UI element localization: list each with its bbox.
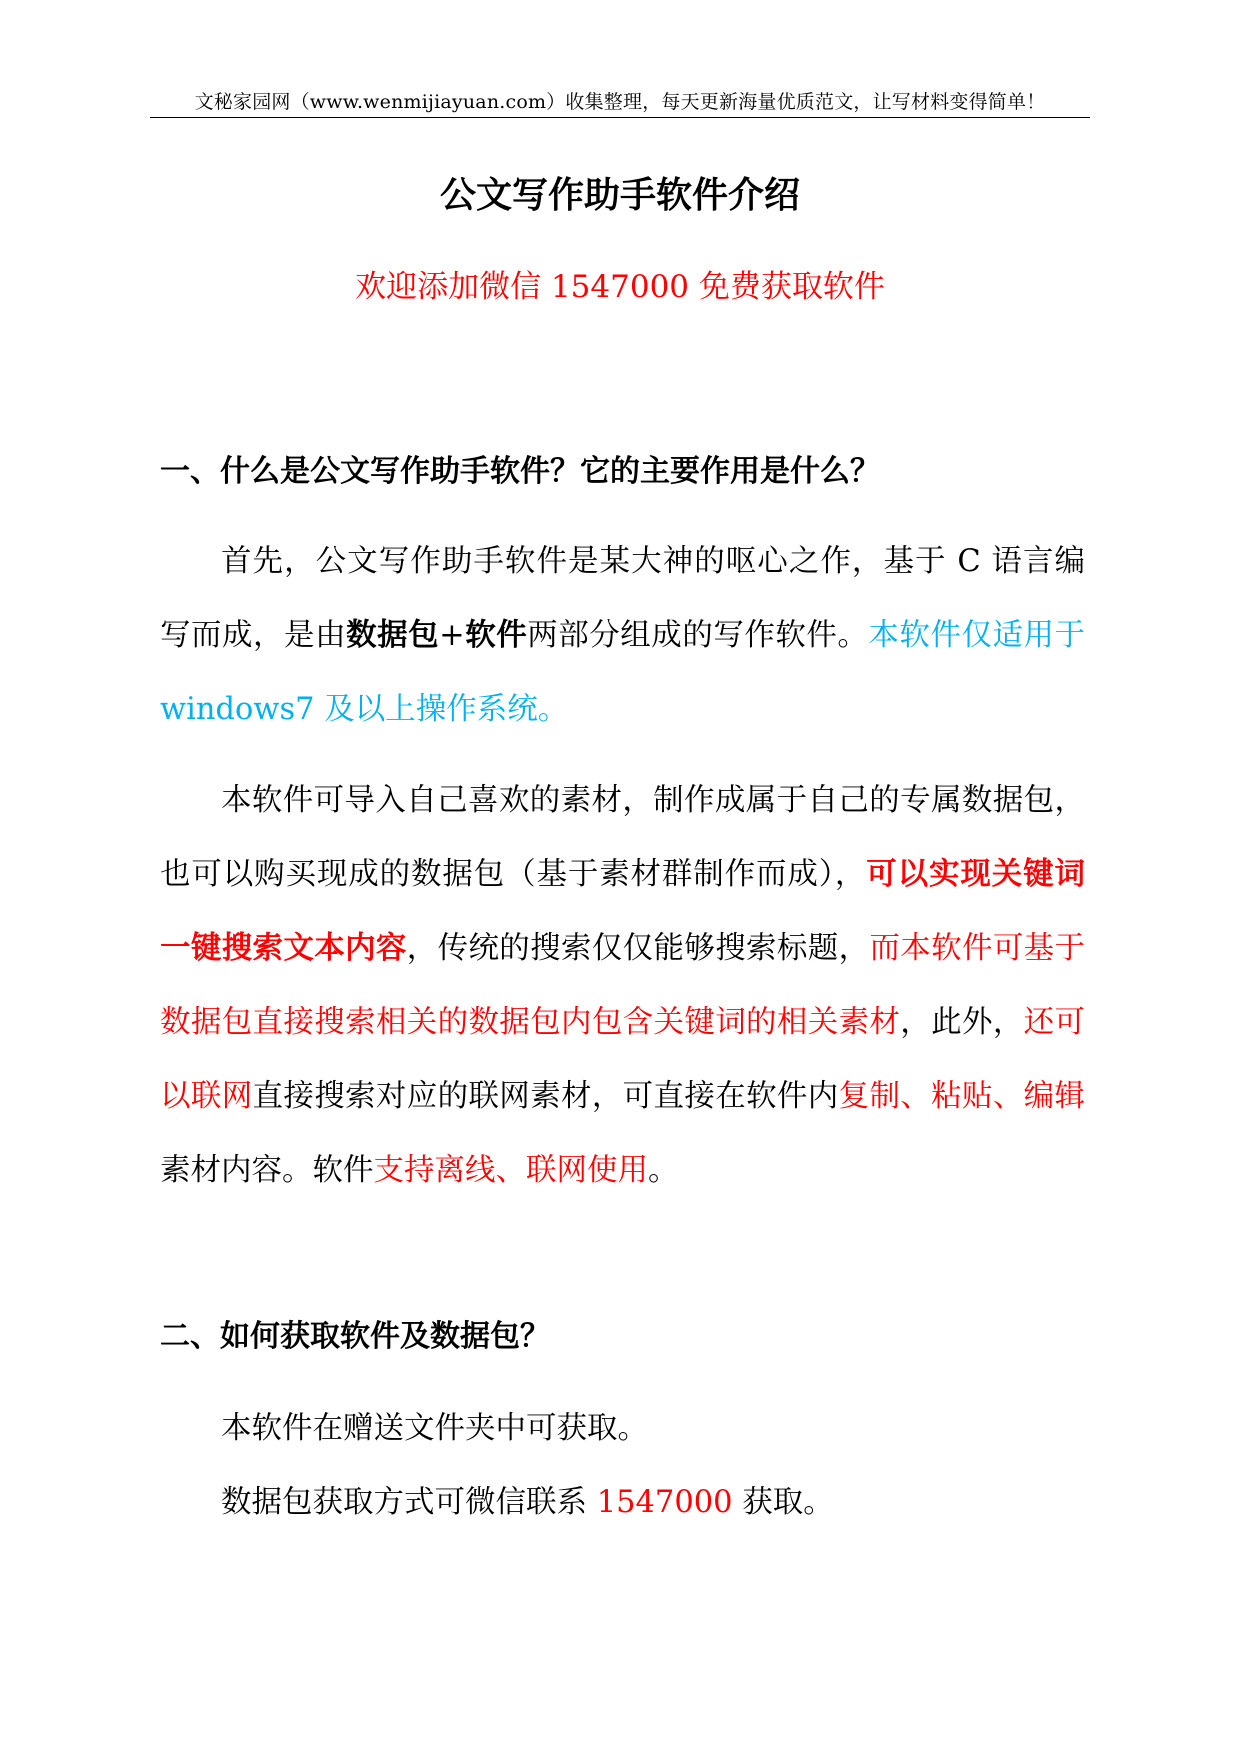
page-header: 文秘家园网（www.wenmijiayuan.com）收集整理，每天更新海量优质范文，让写材料变得简单！ xyxy=(194,91,1046,113)
section-1-heading: 一、什么是公文写作助手软件？它的主要作用是什么？ xyxy=(160,454,880,489)
bold-run: 软件 xyxy=(464,618,528,653)
text-run: 数据包获取方式可微信联系 xyxy=(221,1485,597,1520)
text-run: 本软件可导入自己喜欢的素材，制作成属于自己的专属数据包，也可以购买现成的数据包（基于素材群制作而成）， xyxy=(160,783,1085,892)
section-1-paragraph-1 xyxy=(160,525,1085,747)
text-run: ，传统的搜索仅仅能够搜索标题， xyxy=(406,931,870,966)
text-run: 两部分组成的写作软件。 xyxy=(527,618,869,653)
section-2-paragraph-1: 本软件在赠送文件夹中可获取。 xyxy=(221,1411,648,1446)
bold-run: 数据包 xyxy=(346,618,440,653)
highlight-run-red-bold: 可以实现关键词一键搜索文本内容 xyxy=(160,857,1086,966)
section-1-paragraph-2 xyxy=(160,764,1085,1208)
highlight-run-red: 还可以联网 xyxy=(160,1005,1086,1114)
highlight-run-red: 支持离线、联网使用 xyxy=(373,1153,648,1188)
section-2-paragraph-2 xyxy=(160,1466,1085,1540)
header-divider xyxy=(150,117,1090,118)
highlight-run-blue: 本软件仅适用于 windows7 及以上操作系统。 xyxy=(160,618,1086,727)
text-run: 。 xyxy=(648,1153,679,1188)
highlight-run-red: 而本软件可基于数据包直接搜索相关的数据包内包含关键词的相关素材 xyxy=(160,931,1086,1040)
text-run: ，此外， xyxy=(900,1005,1024,1040)
document-subtitle: 欢迎添加微信 1547000 免费获取软件 xyxy=(355,269,885,305)
highlight-run-red: 复制、粘贴、编辑 xyxy=(838,1079,1086,1114)
document-title: 公文写作助手软件介绍 xyxy=(439,175,800,216)
text-run: 素材内容。软件 xyxy=(160,1153,374,1188)
text-run: + xyxy=(439,618,465,653)
section-2-heading: 二、如何获取软件及数据包？ xyxy=(160,1319,550,1354)
text-run: 直接搜索对应的联网素材，可直接在软件内 xyxy=(252,1079,839,1114)
text-run: 首先，公文写作助手软件是某大神的呕心之作，基于 C 语言编写而成，是由 xyxy=(160,544,1085,653)
wechat-number: 1547000 xyxy=(596,1485,733,1520)
text-run: 获取。 xyxy=(732,1485,834,1520)
